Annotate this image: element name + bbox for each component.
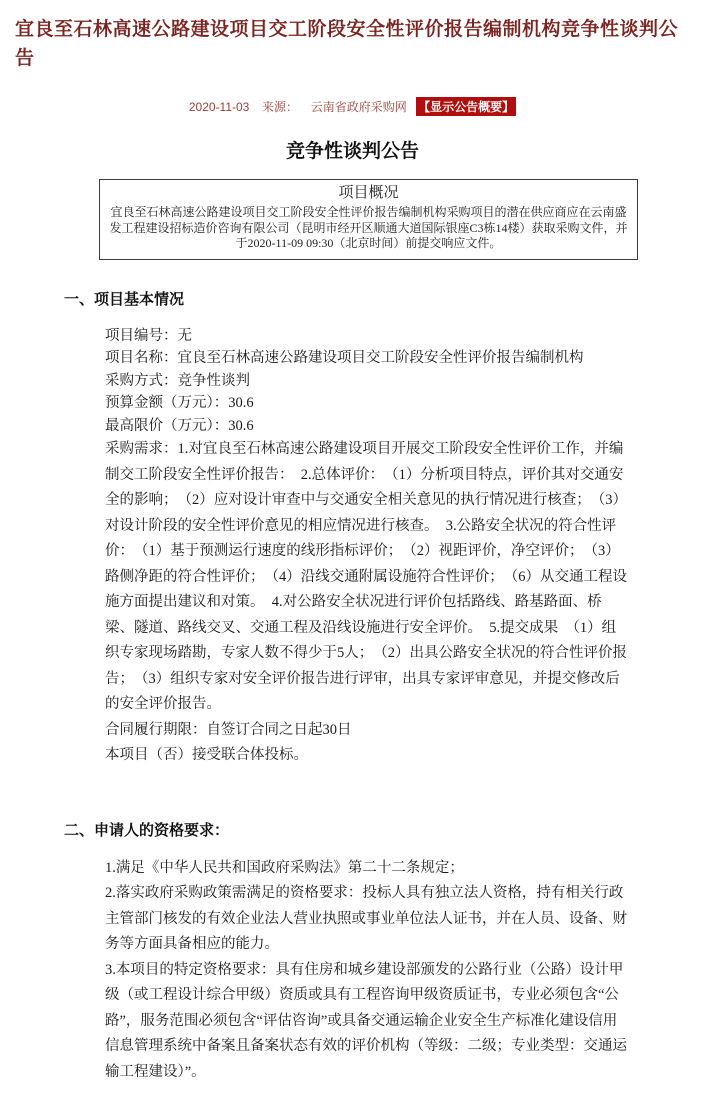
announcement-heading: 竞争性谈判公告 <box>285 141 419 162</box>
qualification-item-2: 2.落实政府采购政策需满足的资格要求：投标人具有独立法人资格，持有相关行政主管部门核发的有效企业法人营业执照或事业单位法人证书，并在人员、设备、财务等方面具备相应的能力。 <box>105 885 627 952</box>
section1-body <box>105 325 627 769</box>
overview-title: 项目概况 <box>338 185 399 201</box>
source-label: 来源： <box>262 100 299 114</box>
procurement-method-line: 采购方式：竞争性谈判 <box>105 372 250 389</box>
qualification-item-1: 1.满足《中华人民共和国政府采购法》第二十二条规定； <box>105 859 464 876</box>
project-name-line: 项目名称：宜良至石林高速公路建设项目交工阶段安全性评价报告编制机构 <box>105 350 584 366</box>
project-overview-box <box>99 179 638 260</box>
procurement-requirement-paragraph: 采购需求：1.对宜良至石林高速公路建设项目开展交工阶段安全性评价工作，并编制交工阶段安全性评价报告： 2.总体评价： （1）分析项目特点，评价其对交通安全的影响； （2）应对设计审查中与交通安全相关意见的执行情况进行核查； （3）对设计阶段的安全性评价意见的相应情况进行核查。 3.公路安全状况的符合性评价： （1）基于预测运行速度的线形指标评价； （2）视距评价，净空评价； （3）路侧净距的符合性评价； （4）沿线交通附属设施符合性评价； （6）从交通工程设施方面提出建议和对策。 4.对公路安全状况进行评价包括路线、路基路面、桥梁、隧道、路线交叉、交通工程及沿线设施进行安全评价。 5.提交成果 （1）组织专家现场踏勘，专家人数不得少于5人； （2）出具公路安全状况的符合性评价报告； （3）组织专家对安全评价报告进行评审，出具专家评审意见，并提交修改后的安全评价报告。 <box>105 441 627 712</box>
show-summary-button[interactable]: 【显示公告概要】 <box>416 97 516 116</box>
overview-body-text: 宜良至石林高速公路建设项目交工阶段安全性评价报告编制机构采购项目的潜在供应商应在云南盛发工程建设招标造价咨询有限公司（昆明市经开区顺通大道国际银座C3栋14楼）获取采购文件，并于2020-11-09 09:30（北京时间）前提交响应文件。 <box>109 205 628 250</box>
project-number-line: 项目编号：无 <box>105 327 192 344</box>
joint-bid-line: 本项目（否）接受联合体投标。 <box>105 747 308 763</box>
max-price-line: 最高限价（万元）：30.6 <box>105 417 254 434</box>
budget-amount-line: 预算金额（万元）：30.6 <box>105 395 254 411</box>
page-title: 宜良至石林高速公路建设项目交工阶段安全性评价报告编制机构竞争性谈判公告 <box>15 19 679 69</box>
qualification-item-3: 3.本项目的特定资格要求：具有住房和城乡建设部颁发的公路行业（公路）设计甲级（或工程设计综合甲级）资质或具有工程咨询甲级资质证书，专业必须包含“公路”，服务范围必须包含“评估咨询”或具备交通运输企业安全生产标准化建设信用信息管理系统中备案且备案状态有效的评价机构（等级：二级；专业类型：交通运输工程建设）”。 <box>105 961 627 1080</box>
meta-line <box>0 97 705 116</box>
section2-body <box>105 856 627 1086</box>
contract-term-line: 合同履行期限：自签订合同之日起30日 <box>105 721 352 738</box>
section1-heading: 一、项目基本情况 <box>64 290 185 308</box>
spacer <box>0 769 705 791</box>
publish-date: 2020-11-03 <box>188 100 250 114</box>
section2-heading: 二、申请人的资格要求： <box>64 821 230 839</box>
source-name: 云南省政府采购网 <box>310 100 407 114</box>
